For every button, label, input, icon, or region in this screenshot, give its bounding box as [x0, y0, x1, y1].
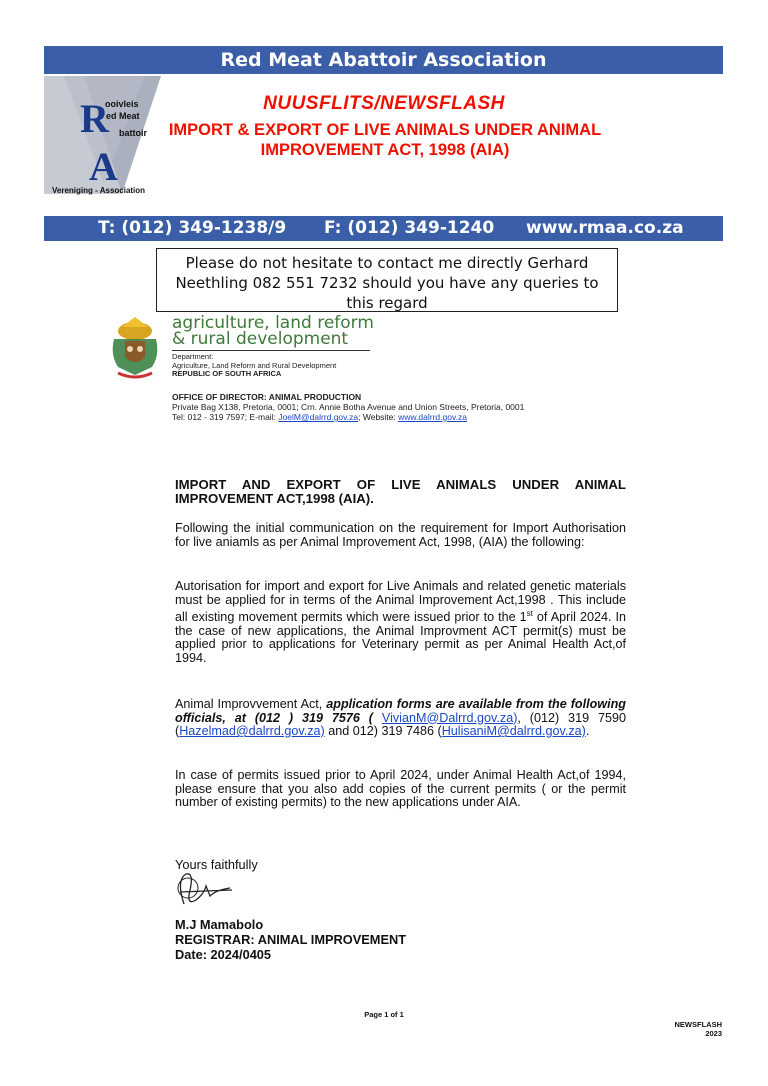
- letter-paragraph-1: Following the initial communication on the requirement for Import Authorisation for live aniamls as per Animal Improvement Act, 1998, (AIA) the following:: [175, 521, 626, 549]
- subheadline-line-1: IMPORT & EXPORT OF LIVE ANIMALS UNDER ANIMAL: [168, 121, 602, 139]
- signatory-name: M.J Mamabolo: [175, 917, 264, 932]
- letter-paragraph-3: Animal Improvvement Act, application forms are available from the following officials, at (012 ) 319 7576 ( VivianM@Dalrrd.gov.za), (012) 319 7590 (Hazelmad@dalrrd.gov.za) and 012) 319 7486 (HulisaniM@dalrrd.gov.za).: [175, 697, 626, 738]
- footer-newsflash: NEWSFLASH: [674, 1020, 722, 1029]
- department-divider: [172, 350, 370, 351]
- department-fullname: Agriculture, Land Reform and Rural Development: [172, 360, 337, 370]
- subheadline: [145, 120, 625, 160]
- letter-title: IMPORT AND EXPORT OF LIVE ANIMALS UNDER ANIMAL IMPROVEMENT ACT,1998 (AIA).: [175, 477, 626, 506]
- office-details: [172, 392, 524, 422]
- logo-letter-r: R: [80, 96, 109, 141]
- footer-label: [650, 1020, 722, 1038]
- footer-year: 2023: [705, 1029, 722, 1038]
- signature-image: [170, 866, 240, 914]
- contact-bar: [44, 216, 723, 241]
- office-title: OFFICE OF DIRECTOR: ANIMAL PRODUCTION: [172, 392, 362, 402]
- office-website-link[interactable]: www.dalrrd.gov.za: [398, 412, 467, 422]
- signatory-role: REGISTRAR: ANIMAL IMPROVEMENT: [175, 932, 407, 947]
- headline: NUUSFLITS/NEWSFLASH: [263, 93, 505, 114]
- department-country: REPUBLIC OF SOUTH AFRICA: [172, 369, 282, 378]
- page-number: Page 1 of 1: [364, 1010, 404, 1019]
- contact-notice: Please do not hesitate to contact me directly Gerhard Neethling 082 551 7232 should you have any queries to this regard: [156, 248, 618, 312]
- logo-word-2: ed Meat: [106, 111, 140, 121]
- telephone: T: (012) 349-1238/9: [98, 218, 287, 238]
- email-link-vivian[interactable]: VivianM@Dalrrd.gov.za): [381, 710, 518, 725]
- department-name: [172, 315, 374, 347]
- letter-closing: Yours faithfully: [175, 857, 258, 872]
- office-email-link[interactable]: JoelM@dalrrd.gov.za: [278, 412, 359, 422]
- department-details: [172, 353, 336, 379]
- letter-date: Date: 2024/0405: [175, 947, 272, 962]
- signatory-block: [175, 917, 406, 962]
- logo-caption: Vereniging - Association: [52, 186, 146, 195]
- logo-letter-a: A: [89, 144, 118, 189]
- letter-paragraph-4: In case of permits issued prior to April 2024, under Animal Health Act,of 1994, please ensure that you also add copies of the current permits ( or the permit number of existing permits) to the new applications under AIA.: [175, 768, 626, 809]
- email-link-hulisani[interactable]: HulisaniM@dalrrd.gov.za): [441, 724, 586, 738]
- email-link-hazel[interactable]: Hazelmad@dalrrd.gov.za): [179, 724, 325, 738]
- fax: F: (012) 349-1240: [324, 218, 495, 238]
- office-contacts: Tel: 012 - 319 7597; E-mail: JoelM@dalrrd.gov.za; Website: www.dalrrd.gov.za: [172, 412, 467, 422]
- office-address: Private Bag X138, Pretoria, 0001; Crn. Annie Botha Avenue and Union Streets, Pretoria, 0001: [172, 402, 525, 412]
- department-name-line-1: agriculture, land reform: [172, 313, 374, 333]
- department-label: Department:: [172, 352, 214, 361]
- logo-word-3: battoir: [119, 128, 147, 138]
- letter-paragraph-2: Autorisation for import and export for Live Animals and related genetic materials must be applied for in terms of the Animal Improvement Act,1998 . This include all existing movement permits which were issued prior to the 1st of April 2024. In the case of new applications, the Animal Improvment ACT permit(s) must be applied prior to applications for Veterinary permit as per Animal Health Act,of 1994.: [175, 579, 626, 665]
- association-banner: Red Meat Abattoir Association: [44, 46, 723, 74]
- website-link[interactable]: www.rmaa.co.za: [526, 218, 684, 238]
- subheadline-line-2: IMPROVEMENT ACT, 1998 (AIA): [260, 141, 510, 159]
- coat-of-arms-icon: [108, 315, 162, 381]
- department-name-line-2: & rural development: [172, 329, 349, 349]
- logo-word-1: ooivleis: [105, 99, 139, 109]
- rmaa-logo: [44, 76, 161, 194]
- svg-text:A: [89, 144, 118, 189]
